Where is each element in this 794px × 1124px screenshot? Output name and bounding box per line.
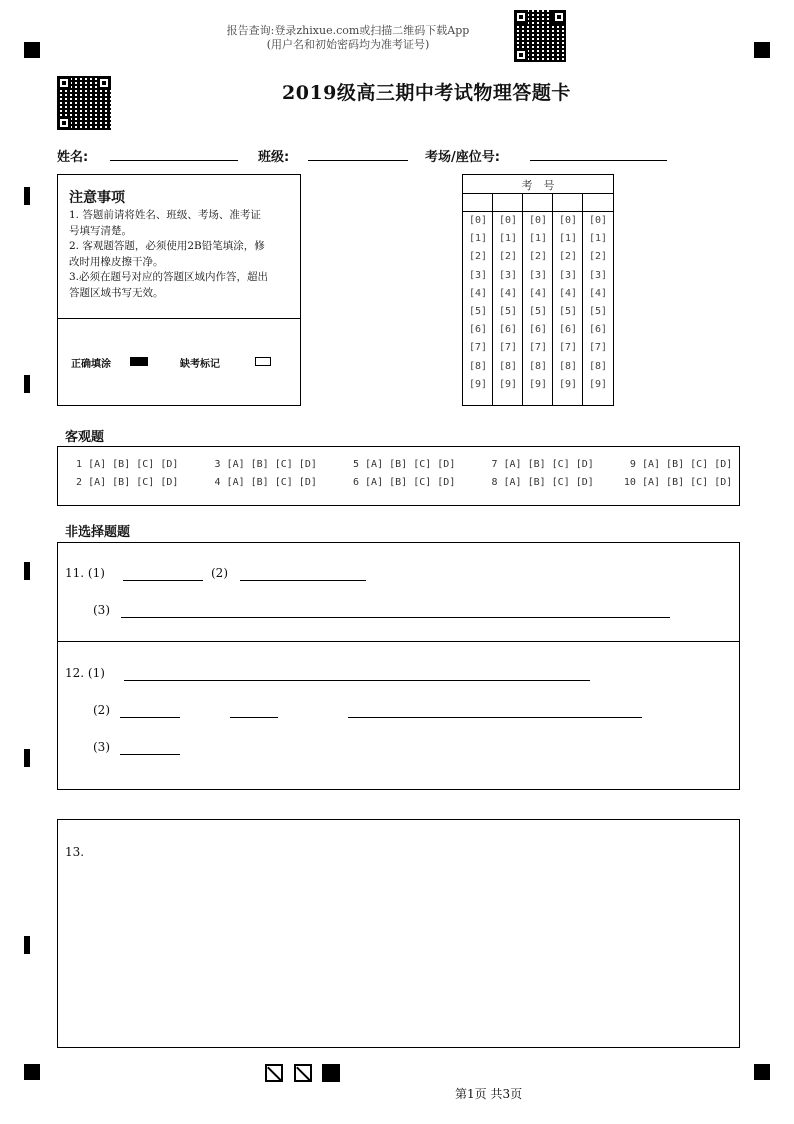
notice-divider [58,318,300,319]
q11-answer-1[interactable] [123,580,203,581]
report-query-note [200,24,496,52]
name-field[interactable] [110,160,238,161]
notice-line: 号填写清楚。 [69,224,132,237]
notice-text [69,208,297,301]
exam-number-bubble[interactable]: [7] [588,342,608,354]
registration-mark-top-right [754,42,770,58]
page-title: 2019级高三期中考试物理答题卡 [282,82,571,104]
q12-answer-2c[interactable] [348,717,642,718]
exam-number-bubble[interactable]: [6] [528,324,548,336]
seat-field[interactable] [530,160,667,161]
registration-mark-top-left [24,42,40,58]
objective-title: 客观题 [65,430,105,445]
exam-number-column [463,215,493,401]
q12-answer-1[interactable] [124,680,590,681]
exam-number-bubble[interactable]: [0] [558,215,578,226]
notice-box [57,174,301,406]
exam-number-bubble[interactable]: [1] [588,233,608,245]
question-11-box [57,542,740,642]
q11-part-2-label: (2) [211,566,228,580]
exam-number-bubble[interactable]: [1] [498,233,518,245]
sheet-qr-code [57,76,111,130]
objective-row-2[interactable]: 2 [A] [B] [C] [D] 4 [A] [B] [C] [D] 6 [A] [B] [C] [D] 8 [A] [B] [C] [D] 10 [A] [B] [C] [D] [64,477,733,488]
exam-number-bubble[interactable]: [3] [468,269,488,281]
page-number: 第1页 共3页 [455,1087,523,1101]
exam-number-column [583,215,613,401]
timing-mark [24,936,30,954]
exam-number-bubble[interactable]: [8] [588,360,608,372]
q11-part-3-label: (3) [93,603,110,617]
class-label: 班级: [258,150,290,165]
page-code-box [322,1064,340,1082]
page-code-box [265,1064,283,1082]
exam-number-bubble[interactable]: [6] [588,324,608,336]
exam-number-bubble[interactable]: [4] [588,287,608,299]
exam-number-bubble[interactable]: [4] [498,287,518,299]
exam-number-bubble[interactable]: [6] [558,324,578,336]
q11-answer-3[interactable] [121,617,670,618]
exam-number-bubble[interactable]: [8] [528,360,548,372]
exam-number-bubble[interactable]: [1] [468,233,488,245]
exam-number-bubble[interactable]: [8] [498,360,518,372]
subjective-title: 非选择题题 [65,525,131,540]
class-field[interactable] [308,160,408,161]
report-query-line1: 报告查询:登录zhixue.com或扫描二维码下载App [226,24,470,37]
timing-mark [24,749,30,767]
exam-number-bubble[interactable]: [5] [468,306,488,317]
exam-number-bubble[interactable]: [5] [528,306,548,317]
q12-answer-2b[interactable] [230,717,278,718]
exam-number-bubble[interactable]: [4] [528,287,548,299]
name-label: 姓名: [57,150,89,165]
notice-title: 注意事项 [69,190,125,206]
exam-number-bubble[interactable]: [0] [588,215,608,226]
exam-number-bubble[interactable]: [6] [498,324,518,336]
exam-number-column [523,215,553,401]
exam-number-bubble[interactable]: [6] [468,324,488,336]
question-13-box[interactable] [57,819,740,1048]
app-qr-code [514,10,566,62]
question-11-label: 11. (1) [65,566,105,580]
exam-number-bubble[interactable]: [1] [528,233,548,245]
exam-number-grid [462,174,614,406]
notice-line: 1. 答题前请将姓名、班级、考场、准考证 [69,209,261,221]
q12-answer-3[interactable] [120,754,180,755]
objective-row-1[interactable]: 1 [A] [B] [C] [D] 3 [A] [B] [C] [D] 5 [A] [B] [C] [D] 7 [A] [B] [C] [D] 9 [A] [B] [C] [D] [64,459,733,470]
absent-mark-checkbox[interactable] [255,357,271,366]
page-code-box [294,1064,312,1082]
exam-number-bubble[interactable]: [0] [528,215,548,226]
exam-number-bubble[interactable]: [3] [588,269,608,281]
exam-number-bubble[interactable]: [2] [588,251,608,263]
notice-line: 改时用橡皮擦干净。 [69,255,164,268]
question-12-box [57,641,740,790]
exam-number-bubble[interactable]: [9] [528,378,548,390]
exam-number-bubble[interactable]: [2] [528,251,548,263]
exam-number-bubble[interactable]: [0] [498,215,518,226]
timing-mark [24,562,30,580]
objective-box [57,446,740,506]
exam-number-bubble[interactable]: [8] [558,360,578,372]
exam-number-bubble[interactable]: [7] [528,342,548,354]
registration-mark-bottom-right [754,1064,770,1080]
exam-number-bubble[interactable]: [3] [528,269,548,281]
exam-number-bubble[interactable]: [5] [588,306,608,317]
report-query-line2: (用户名和初始密码均为准考证号) [266,38,430,51]
exam-number-bubble[interactable]: [4] [468,287,488,299]
notice-line: 2. 客观题答题，必须使用2B铅笔填涂，修 [69,240,265,252]
exam-number-bubble[interactable]: [7] [498,342,518,354]
exam-number-column [493,215,523,401]
notice-line: 答题区域书写无效。 [69,286,164,299]
correct-fill-sample [130,357,148,366]
exam-number-column [553,215,583,401]
exam-number-bubble[interactable]: [2] [558,251,578,263]
registration-mark-bottom-left [24,1064,40,1080]
exam-number-bubble[interactable]: [0] [468,215,488,226]
exam-number-bubble[interactable]: [2] [498,251,518,263]
exam-number-bubble[interactable]: [8] [468,360,488,372]
seat-label: 考场/座位号: [425,150,500,165]
exam-number-bubble[interactable]: [7] [558,342,578,354]
exam-number-bubble[interactable]: [9] [468,378,488,390]
absent-mark-label: 缺考标记 [180,359,220,370]
question-12-label: 12. (1) [65,666,105,680]
exam-number-bubble[interactable]: [4] [558,287,578,299]
exam-number-bubble[interactable]: [9] [498,378,518,390]
timing-mark [24,187,30,205]
q12-part-3-label: (3) [93,740,110,754]
q12-answer-2a[interactable] [120,717,180,718]
exam-number-bubble[interactable]: [9] [588,378,608,390]
exam-number-bubble[interactable]: [7] [468,342,488,354]
exam-number-title: 考 号 [521,179,555,192]
exam-number-bubble[interactable]: [1] [558,233,578,245]
exam-number-bubble[interactable]: [2] [468,251,488,263]
q12-part-2-label: (2) [93,703,110,717]
exam-number-bubble[interactable]: [9] [558,378,578,390]
q11-answer-2[interactable] [240,580,366,581]
exam-number-bubble[interactable]: [3] [498,269,518,281]
exam-number-bubble[interactable]: [5] [558,306,578,317]
exam-number-bubble[interactable]: [5] [498,306,518,317]
notice-line: 3.必须在题号对应的答题区域内作答，超出 [69,271,269,283]
correct-fill-label: 正确填涂 [71,359,111,370]
exam-number-bubble[interactable]: [3] [558,269,578,281]
timing-mark [24,375,30,393]
question-13-label: 13. [65,845,85,859]
